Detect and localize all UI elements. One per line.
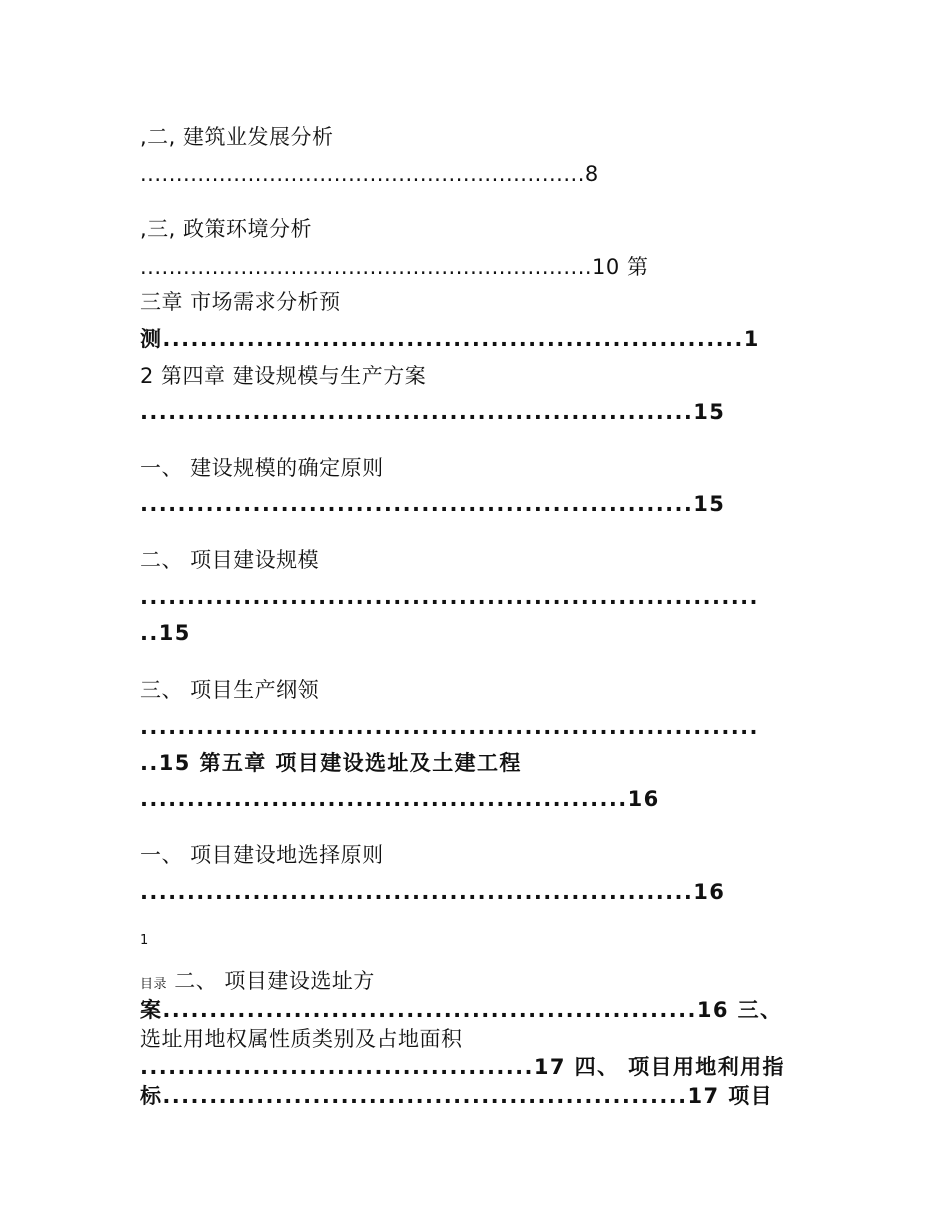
toc-line-7: 2 第四章 建设规模与生产方案	[140, 364, 427, 388]
toc-line-20: 目录 二、 项目建设选址方	[140, 969, 375, 993]
toc-line-18: 一、 项目建设地选择原则	[140, 843, 384, 867]
page-number: 1	[140, 933, 149, 948]
toc-line-15: ..................................................................	[140, 715, 759, 739]
toc-line-12: ..................................................................	[140, 585, 759, 609]
toc-line-5: 三章 市场需求分析预	[140, 290, 341, 314]
toc-line-14: 三、 项目生产纲领	[140, 678, 320, 702]
toc-line-2: ..............................................................8	[140, 162, 599, 186]
toc-line-21: 案.........................................................16 三、	[140, 998, 783, 1022]
toc-line-11: 二、 项目建设规模	[140, 548, 320, 572]
toc-line-22: 选址用地权属性质类别及占地面积	[140, 1027, 463, 1051]
toc-line-10: ...........................................................15	[140, 492, 726, 516]
toc-line-1: ,二, 建筑业发展分析	[140, 125, 334, 149]
toc-line-24: 标........................................................17 项目	[140, 1084, 774, 1108]
toc-line-6: 测..............................................................1	[140, 327, 760, 351]
toc-line-19: ...........................................................16	[140, 880, 726, 904]
toc-line-23: ..........................................17 四、 项目用地利用指	[140, 1055, 785, 1079]
toc-line-13: ..15	[140, 621, 191, 645]
toc-line-9: 一、 建设规模的确定原则	[140, 456, 384, 480]
toc-line-4: ...............................................................10 第	[140, 255, 649, 279]
toc-label: 目录	[140, 977, 168, 992]
toc-line-8: ...........................................................15	[140, 400, 726, 424]
toc-line-17: ....................................................16	[140, 787, 660, 811]
toc-line-16: ..15 第五章 项目建设选址及土建工程	[140, 751, 522, 775]
toc-line-3: ,三, 政策环境分析	[140, 217, 313, 241]
